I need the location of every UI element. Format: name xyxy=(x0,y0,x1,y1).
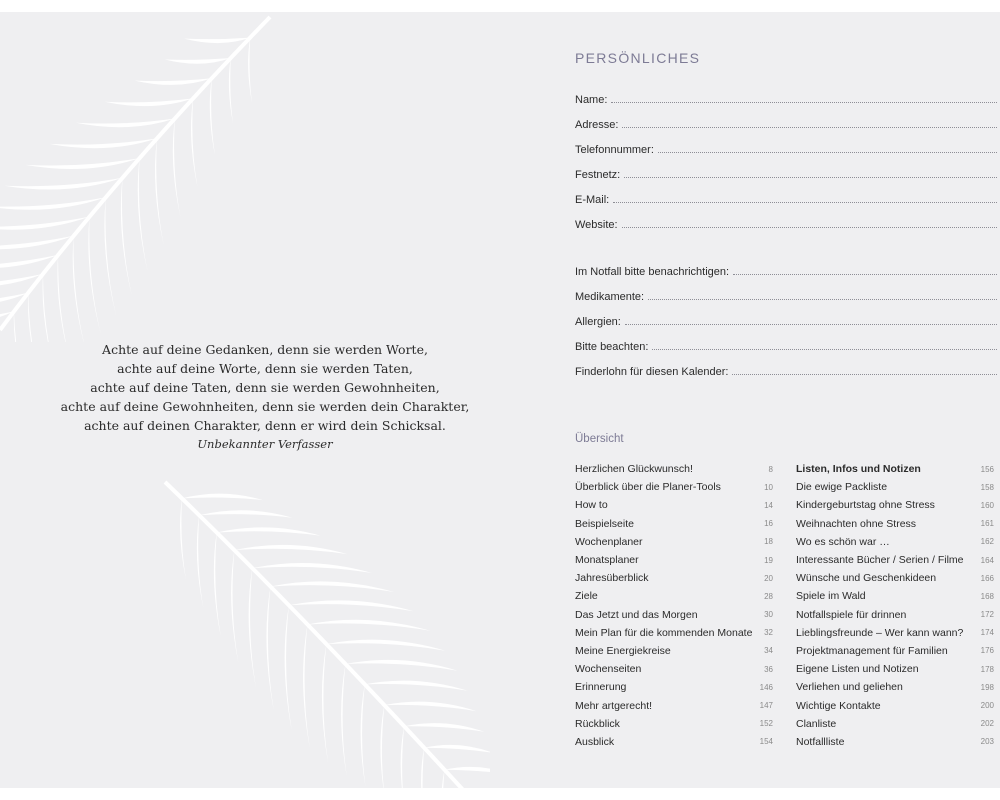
toc-entry-title: Interessante Bücher / Serien / Filme xyxy=(796,554,964,567)
toc-entry[interactable] xyxy=(575,696,773,714)
toc-entry[interactable] xyxy=(796,551,994,569)
toc-entry[interactable] xyxy=(575,733,773,751)
toc-entry[interactable] xyxy=(575,606,773,624)
toc-entry-title: Notfallspiele für drinnen xyxy=(796,608,907,621)
field-address[interactable] xyxy=(575,113,997,131)
dotted-line xyxy=(733,274,997,275)
field-please-note[interactable] xyxy=(575,335,997,353)
field-name[interactable] xyxy=(575,88,997,106)
toc-entry-title: Erinnerung xyxy=(575,681,627,694)
toc-entry-title: Wünsche und Geschenkideen xyxy=(796,572,937,585)
personal-section-title: PERSÖNLICHES xyxy=(575,50,701,66)
toc-entry-page: 32 xyxy=(764,628,773,638)
toc-entry-page: 178 xyxy=(980,664,994,674)
toc-entry-page: 176 xyxy=(980,646,994,656)
toc-entry[interactable] xyxy=(796,496,994,514)
field-label: Im Notfall bitte benachrichtigen: xyxy=(575,266,730,278)
quote-line: achte auf deinen Charakter, denn er wird dein Schicksal. xyxy=(84,418,446,433)
field-label: E-Mail: xyxy=(575,194,610,206)
toc-entry-title: Weihnachten ohne Stress xyxy=(796,517,917,530)
toc-entry-page: 152 xyxy=(759,719,773,729)
toc-entry-page: 154 xyxy=(759,737,773,747)
toc-entry[interactable] xyxy=(796,460,994,478)
toc-entry[interactable] xyxy=(796,606,994,624)
toc-entry-title: Mein Plan für die kommenden Monate xyxy=(575,626,753,639)
quote-line: achte auf deine Taten, denn sie werden Gewohnheiten, xyxy=(90,380,440,395)
palm-leaf-bottom-illustration xyxy=(150,462,490,788)
field-label: Festnetz: xyxy=(575,169,621,181)
toc-entry-page: 19 xyxy=(764,555,773,565)
toc-entry[interactable] xyxy=(575,478,773,496)
toc-entry-title: How to xyxy=(575,499,608,512)
toc-entry-title: Meine Energiekreise xyxy=(575,644,671,657)
toc-entry[interactable] xyxy=(575,624,773,642)
toc-entry[interactable] xyxy=(796,515,994,533)
field-emergency-contact[interactable] xyxy=(575,260,997,278)
toc-entry-title: Listen, Infos und Notizen xyxy=(796,463,921,476)
toc-entry-page: 161 xyxy=(980,519,994,529)
toc-entry[interactable] xyxy=(796,478,994,496)
field-label: Telefonnummer: xyxy=(575,144,654,156)
toc-entry-title: Projektmanagement für Familien xyxy=(796,644,948,657)
toc-entry-page: 18 xyxy=(764,537,773,547)
toc-column-left xyxy=(575,460,773,751)
toc-entry-title: Monatsplaner xyxy=(575,554,639,567)
field-label: Adresse: xyxy=(575,119,619,131)
toc-entry-page: 14 xyxy=(764,500,773,510)
toc-entry[interactable] xyxy=(575,569,773,587)
field-label: Allergien: xyxy=(575,316,621,328)
dotted-line xyxy=(624,177,997,178)
toc-entry[interactable] xyxy=(796,715,994,733)
toc-entry-page: 172 xyxy=(980,610,994,620)
quote-line: Achte auf deine Gedanken, denn sie werden Worte, xyxy=(102,342,428,357)
toc-entry-title: Jahresüberblick xyxy=(575,572,649,585)
toc-entry-page: 174 xyxy=(980,628,994,638)
field-medication[interactable] xyxy=(575,285,997,303)
toc-heading: Übersicht xyxy=(575,433,624,445)
toc-entry[interactable] xyxy=(575,642,773,660)
toc-entry-title: Notfallliste xyxy=(796,735,845,748)
toc-entry-title: Verliehen und geliehen xyxy=(796,681,903,694)
toc-entry-title: Wichtige Kontakte xyxy=(796,699,881,712)
toc-entry-page: 166 xyxy=(980,573,994,583)
field-label: Finderlohn für diesen Kalender: xyxy=(575,366,729,378)
toc-entry-page: 158 xyxy=(980,482,994,492)
dotted-line xyxy=(625,324,997,325)
toc-entry-title: Überblick über die Planer-Tools xyxy=(575,481,721,494)
toc-entry[interactable] xyxy=(575,587,773,605)
toc-entry-title: Kindergeburtstag ohne Stress xyxy=(796,499,935,512)
toc-entry[interactable] xyxy=(796,642,994,660)
toc-entry[interactable] xyxy=(575,460,773,478)
toc-entry[interactable] xyxy=(796,696,994,714)
field-landline[interactable] xyxy=(575,163,997,181)
toc-entry-title: Ausblick xyxy=(575,735,615,748)
toc-entry-title: Mehr artgerecht! xyxy=(575,699,653,712)
toc-entry-page: 34 xyxy=(764,646,773,656)
toc-entry-page: 168 xyxy=(980,591,994,601)
quote-line: achte auf deine Worte, denn sie werden Taten, xyxy=(117,361,413,376)
toc-entry[interactable] xyxy=(796,678,994,696)
quote-block xyxy=(60,340,470,454)
toc-entry[interactable] xyxy=(575,515,773,533)
toc-entry-title: Herzlichen Glückwunsch! xyxy=(575,463,693,476)
toc-entry[interactable] xyxy=(796,624,994,642)
toc-entry-page: 10 xyxy=(764,482,773,492)
dotted-line xyxy=(611,102,997,103)
toc-entry-page: 28 xyxy=(764,591,773,601)
toc-entry[interactable] xyxy=(575,660,773,678)
toc-entry-title: Wochenseiten xyxy=(575,663,642,676)
toc-entry-title: Eigene Listen und Notizen xyxy=(796,663,919,676)
toc-entry-title: Beispielseite xyxy=(575,517,634,530)
quote-author: Unbekannter Verfasser xyxy=(197,437,333,451)
toc-entry-page: 198 xyxy=(980,682,994,692)
toc-entry-title: Wochenplaner xyxy=(575,535,643,548)
toc-entry[interactable] xyxy=(575,496,773,514)
toc-entry-page: 200 xyxy=(980,701,994,711)
toc-entry-page: 146 xyxy=(759,682,773,692)
toc-entry-page: 162 xyxy=(980,537,994,547)
toc-entry[interactable] xyxy=(575,533,773,551)
toc-entry-page: 160 xyxy=(980,500,994,510)
toc-entry-page: 30 xyxy=(764,610,773,620)
toc-entry-page: 16 xyxy=(764,519,773,529)
dotted-line xyxy=(622,227,997,228)
toc-entry[interactable] xyxy=(796,533,994,551)
field-label: Website: xyxy=(575,219,618,231)
dotted-line xyxy=(622,127,997,128)
toc-entry-page: 156 xyxy=(980,464,994,474)
dotted-line xyxy=(648,299,997,300)
toc-entry-title: Rückblick xyxy=(575,717,620,730)
toc-entry-page: 164 xyxy=(980,555,994,565)
field-label: Bitte beachten: xyxy=(575,341,649,353)
dotted-line xyxy=(658,152,997,153)
toc-entry-title: Clanliste xyxy=(796,717,837,730)
toc-entry-page: 36 xyxy=(764,664,773,674)
toc-entry[interactable] xyxy=(575,551,773,569)
field-email[interactable] xyxy=(575,188,997,206)
book-spread xyxy=(0,12,1000,788)
toc-entry[interactable] xyxy=(796,733,994,751)
field-finders-reward[interactable] xyxy=(575,360,997,378)
toc-entry[interactable] xyxy=(796,587,994,605)
toc-entry-title: Das Jetzt und das Morgen xyxy=(575,608,698,621)
toc-entry-page: 147 xyxy=(759,701,773,711)
toc-entry-title: Ziele xyxy=(575,590,598,603)
toc-entry[interactable] xyxy=(575,678,773,696)
quote-line: achte auf deine Gewohnheiten, denn sie werden dein Charakter, xyxy=(60,399,470,414)
field-website[interactable] xyxy=(575,213,997,231)
toc-entry-page: 203 xyxy=(980,737,994,747)
toc-entry[interactable] xyxy=(796,660,994,678)
field-phone[interactable] xyxy=(575,138,997,156)
toc-column-right xyxy=(796,460,994,751)
toc-entry-page: 8 xyxy=(768,464,773,474)
field-label: Name: xyxy=(575,94,608,106)
toc-entry-page: 20 xyxy=(764,573,773,583)
toc-entry[interactable] xyxy=(575,715,773,733)
toc-entry-title: Wo es schön war … xyxy=(796,535,890,548)
field-label: Medikamente: xyxy=(575,291,645,303)
toc-entry-title: Lieblingsfreunde – Wer kann wann? xyxy=(796,626,964,639)
field-allergies[interactable] xyxy=(575,310,997,328)
toc-entry-title: Spiele im Wald xyxy=(796,590,866,603)
toc-entry-page: 202 xyxy=(980,719,994,729)
toc-entry-title: Die ewige Packliste xyxy=(796,481,888,494)
palm-leaf-top-illustration xyxy=(0,12,310,342)
dotted-line xyxy=(732,374,997,375)
dotted-line xyxy=(652,349,997,350)
dotted-line xyxy=(613,202,997,203)
toc-entry[interactable] xyxy=(796,569,994,587)
